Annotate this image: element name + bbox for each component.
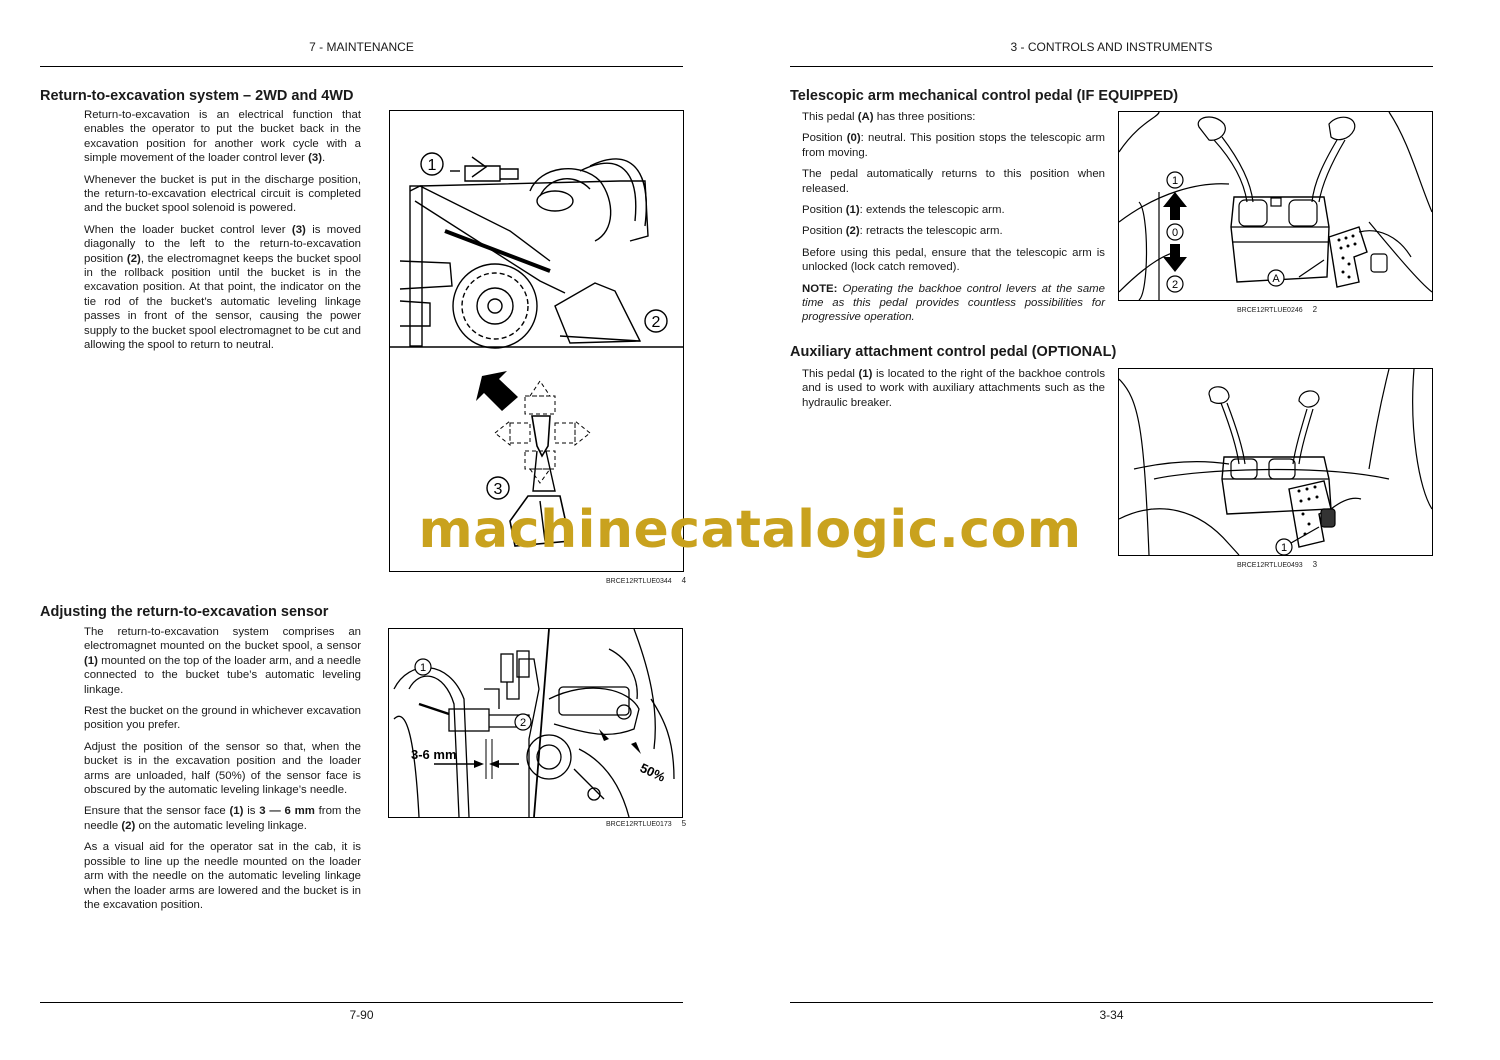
svg-text:1: 1 [419,662,427,674]
svg-text:0: 0 [1171,227,1179,239]
emphasis-text: (3) [291,223,306,236]
svg-text:1: 1 [1171,175,1179,187]
callout-2 [515,714,531,730]
paragraph [84,223,361,353]
paragraph-text: , the electromagnet keeps the bucket spool in the rollback position until the bucket is in the excavation position. At that point, the indicator on the tie rod of the bucket’s automatic leveling linkage passes in front of the sensor, causing the power supply to the bucket spool electromagnet to be cut and allowing the spool to return to neutral. [84,252,361,352]
page-number: 7-90 [349,1008,374,1022]
paragraph [802,167,1105,196]
section-body [802,110,1105,332]
running-head: 7 - MAINTENANCE [309,40,414,54]
paragraph-text: . [322,152,326,165]
emphasis-text: (3) [308,152,323,165]
section-body [802,367,1105,417]
sensor-illustration [389,629,682,817]
callout-1 [421,153,443,175]
running-head: 3 - CONTROLS AND INSTRUMENTS [1010,40,1213,54]
paragraph-text: has three positions: [873,111,976,123]
svg-text:A: A [1272,273,1280,285]
paragraph [84,840,361,912]
section-paragraphs [802,110,1105,275]
section-body [84,625,361,919]
paragraph [802,131,1105,160]
callout-1 [415,659,431,675]
emphasis-text: (2) [126,252,141,265]
percent-label: 50% [637,760,668,785]
section-body [84,108,361,360]
footer-rule [40,1002,683,1003]
paragraph-text: is moved diagonally to the left to the return-to-excavation position [84,223,361,265]
paragraph [802,367,1105,410]
paragraph [84,625,361,697]
paragraph-text: Rest the bucket on the ground in whichever excavation position you prefer. [84,705,361,732]
emphasis-text: (1) [229,805,244,818]
svg-text:2: 2 [651,314,661,331]
section-heading: Return-to-excavation system – 2WD and 4WD [40,88,354,104]
paragraph [84,173,361,216]
note [802,282,1105,325]
paragraph-text: When the loader bucket control lever [84,223,292,236]
callout-3 [487,477,509,499]
emphasis-text: (0) [846,132,861,145]
paragraph-text: Position [802,204,846,217]
callout-2 [645,310,667,332]
svg-text:2: 2 [519,717,527,729]
svg-text:1: 1 [427,157,437,174]
watermark: machinecatalogic.com [418,500,1082,560]
paragraph-text: As a visual aid for the operator sat in the cab, it is possible to line up the needle mounted on the loader arm with the needle on the automatic leveling linkage when the loader arms are lowered and the bucket is in the excavation position. [84,841,361,911]
footer-rule [790,1002,1433,1003]
paragraph-text: Position [802,225,846,238]
paragraph-text: mounted on the top of the loader arm, and a needle connected to the bucket tube’s automatic leveling linkage. [84,654,361,696]
paragraph [802,224,1105,238]
figure-caption: BRCE12RTLUE0246 2 [1237,305,1318,314]
emphasis-text: (2) [845,225,860,238]
emphasis-text: NOTE: [802,282,838,295]
emphasis-text: (2) [121,819,136,832]
paragraph-text: : retracts the telescopic arm. [859,225,1003,238]
header-rule [40,66,683,67]
section-heading: Telescopic arm mechanical control pedal (IF EQUIPPED) [790,88,1179,104]
page-number: 3-34 [1099,1008,1124,1022]
section-heading: Auxiliary attachment control pedal (OPTIONAL) [790,344,1117,360]
paragraph [802,246,1105,275]
paragraph-text: Ensure that the sensor face [84,805,230,818]
figure-caption: BRCE12RTLUE0173 5 [606,819,687,828]
paragraph-text: is [243,805,260,818]
emphasis-text: (A) [857,111,874,123]
callout-2 [1167,276,1183,292]
paragraph-text: on the automatic leveling linkage. [135,819,307,832]
paragraph-text: Before using this pedal, ensure that the telescopic arm is unlocked (lock catch removed). [802,246,1105,274]
gap-label: 3-6 mm [411,747,457,762]
section-heading: Adjusting the return-to-excavation sensor [40,604,329,620]
paragraph-text: is located to the right of the backhoe controls and is used to work with auxiliary attachments such as the hydraulic breaker. [802,368,1106,409]
paragraph [84,704,361,733]
svg-text:3: 3 [493,481,503,498]
emphasis-text: (1) [84,654,98,667]
paragraph-text: This pedal [802,368,859,380]
paragraph [802,203,1105,217]
emphasis-text: (1) [845,204,860,217]
paragraph [84,108,361,166]
pedal-illustration [1119,112,1432,300]
svg-text:2: 2 [1171,279,1179,291]
figure-caption: BRCE12RTLUE0493 3 [1237,560,1318,569]
paragraph-text: Whenever the bucket is put in the discharge position, the return-to-excavation electrical circuit is completed and the bucket spool solenoid is powered. [84,173,361,215]
paragraph-text: Return-to-excavation is an electrical function that enables the operator to put the bucket back in the excavation position for another work cycle with a simple movement of the loader control lever [84,109,361,165]
paragraph-text: : neutral. This position stops the telescopic arm from moving. [802,132,1105,159]
paragraph-text: Operating the backhoe control levers at the same time as this pedal provides countless possibilities for progressive operation. [802,282,1105,324]
paragraph-text: The pedal automatically returns to this position when released. [802,168,1105,195]
paragraph [802,110,1105,124]
paragraph [84,740,361,798]
paragraph-text: : extends the telescopic arm. [859,204,1005,217]
svg-text:1: 1 [1280,542,1288,554]
emphasis-text: 3 — 6 mm [259,805,315,818]
callout-1 [1167,172,1183,188]
paragraph-text: The return-to-excavation system comprises an electromagnet mounted on the bucket spool, a sensor [84,626,361,653]
callout-0 [1167,224,1183,240]
figure-sensor-adjustment [388,628,683,818]
paragraph-text: This pedal [802,111,858,123]
paragraph-text: from the needle [84,805,362,832]
header-rule [790,66,1433,67]
paragraph-text: Position [802,132,847,145]
paragraph-text: Adjust the position of the sensor so that, when the bucket is in the excavation position and the loader arms are unloaded, half (50%) of the sensor face is obscured by the automatic leveling linkage’s needle. [84,740,361,797]
emphasis-text: (1) [858,368,873,380]
figure-telescopic-pedal [1118,111,1433,301]
paragraph [84,804,361,833]
figure-caption: BRCE12RTLUE0344 4 [606,576,687,585]
callout-a [1268,270,1284,286]
